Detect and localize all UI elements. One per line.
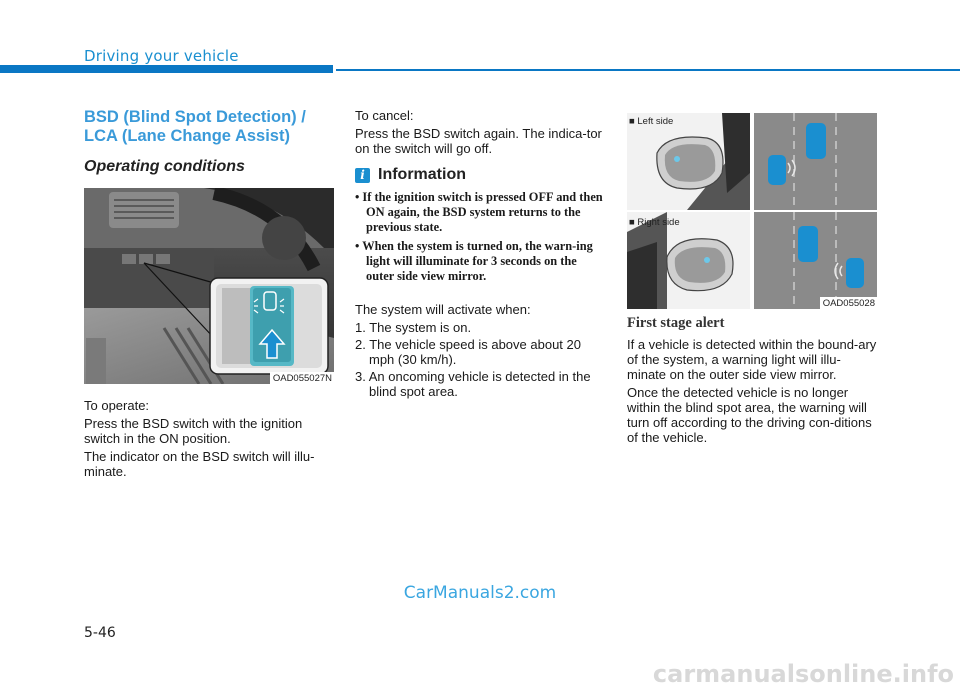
body-text: Press the BSD switch again. The indica-tor on the switch will go off. [355, 126, 602, 156]
section-title: BSD (Blind Spot Detection) / LCA (Lane Change Assist) [84, 108, 306, 145]
information-heading [355, 166, 605, 184]
body-text: Once the detected vehicle is no longer within the blind spot area, the warning will turn off according to the driving con-ditions of the vehicle. [627, 385, 872, 445]
information-list [355, 190, 605, 284]
column-middle [355, 108, 605, 401]
subsection-title: First stage alert [627, 315, 725, 331]
list-item: 1. The system is on. [355, 320, 472, 335]
running-header: Driving your vehicle [84, 47, 239, 65]
bsd-switch-figure [84, 188, 334, 384]
watermark-text: carmanualsonline.info [652, 660, 954, 688]
information-title: Information [378, 166, 466, 183]
mirror-alert-figure [627, 113, 877, 309]
right-road-image [754, 212, 877, 309]
left-mirror-image [627, 113, 750, 210]
header-rule-thin [336, 69, 960, 71]
figure-code: OAD055028 [820, 297, 877, 309]
left-road-image [754, 113, 877, 210]
body-text: If a vehicle is detected within the bound-ary of the system, a warning light will illu-minate on the outer side view mirror. [627, 337, 877, 382]
body-text: The system will activate when: [355, 302, 531, 317]
body-text: To operate: [84, 398, 150, 413]
subsection-title: Operating conditions [84, 158, 245, 175]
header-rule-thick [0, 65, 333, 73]
figure-label-left: ■ Left side [629, 116, 674, 127]
activation-list [355, 320, 605, 399]
body-text: The indicator on the BSD switch will illu-minate. [84, 449, 315, 479]
list-item: 2. The vehicle speed is above about 20 mph (30 km/h). [355, 337, 581, 367]
info-icon: i [355, 168, 370, 183]
column-right [627, 113, 877, 448]
watermark-link[interactable]: CarManuals2.com [403, 583, 557, 603]
body-text: To cancel: [355, 108, 414, 123]
dashboard-illustration [84, 188, 334, 384]
body-text: Press the BSD switch with the ignition switch in the ON position. [84, 416, 303, 446]
list-item: 3. An oncoming vehicle is detected in the blind spot area. [355, 369, 591, 399]
page-number: 5-46 [84, 625, 116, 641]
list-item: • If the ignition switch is pressed OFF and then ON again, the BSD system returns to the previous state. [355, 190, 603, 234]
column-left [84, 108, 334, 482]
list-item: • When the system is turned on, the warn-ing light will illuminate for 3 seconds on the outer side view mirror. [355, 239, 593, 283]
figure-label-right: ■ Right side [629, 217, 680, 228]
figure-code: OAD055027N [270, 372, 334, 384]
